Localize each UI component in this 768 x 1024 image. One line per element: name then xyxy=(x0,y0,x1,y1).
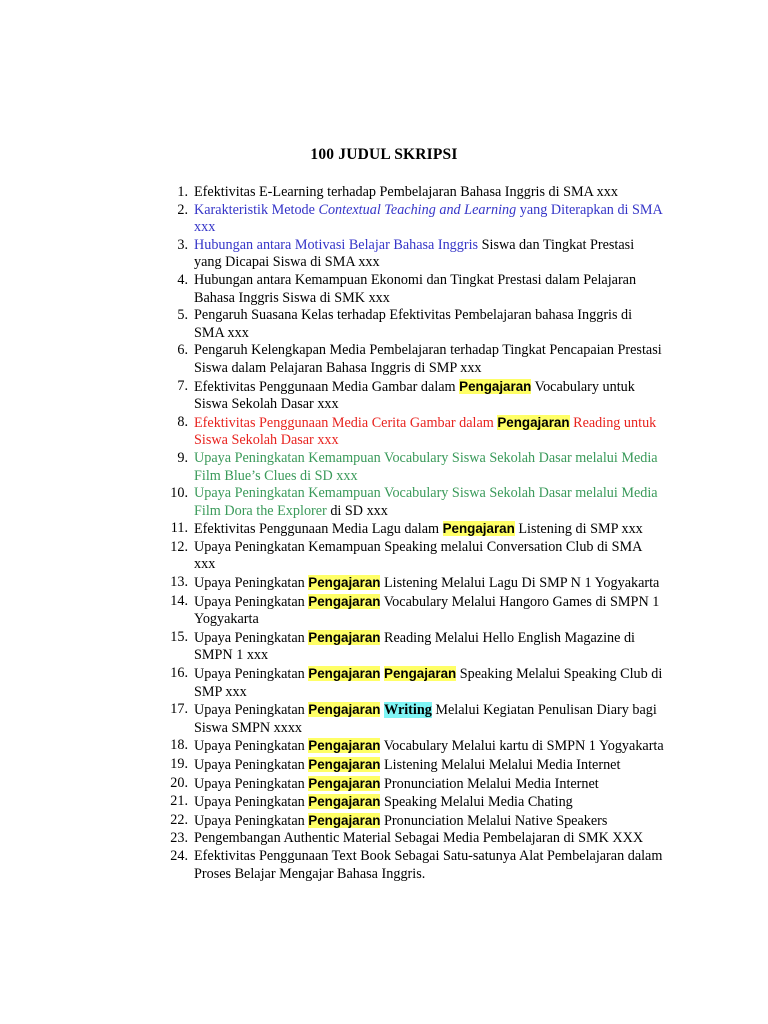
list-item-text: Karakteristik Metode xyxy=(194,201,319,218)
list-item-number: 9. xyxy=(177,449,188,466)
list-item-text: Efektivitas Penggunaan Text Book Sebagai Satu-satunya Alat Pembelajaran dalam Proses Belajar Mengajar Bahasa Inggris. xyxy=(194,847,663,882)
list-item xyxy=(160,629,665,665)
list-item-text: Pengaruh Suasana Kelas terhadap Efektivitas Pembelajaran bahasa Inggris di SMA xxx xyxy=(194,307,633,341)
highlighted-term: Pengajaran xyxy=(308,812,381,828)
list-item xyxy=(160,848,665,883)
highlighted-term: Writing xyxy=(384,702,432,719)
highlighted-term: Pengajaran xyxy=(308,702,381,718)
list-item xyxy=(160,378,665,414)
list-item xyxy=(160,414,665,450)
list-item-text: Efektivitas Penggunaan Media Gambar dalam xyxy=(194,378,460,395)
thesis-title-list xyxy=(160,184,665,883)
list-item-number: 15. xyxy=(170,628,188,645)
list-item-number: 14. xyxy=(170,592,188,609)
list-item-number: 23. xyxy=(170,830,188,847)
list-item-text: Vocabulary Melalui kartu di SMPN 1 Yogyakarta xyxy=(380,738,664,755)
list-item-text: Listening Melalui Melalui Media Internet xyxy=(380,757,621,773)
list-item xyxy=(160,520,665,539)
list-item-text: Upaya Peningkatan xyxy=(194,775,309,792)
list-item-text: Vocabulary Melalui Hangoro Games di SMPN 1 Yogyakarta xyxy=(194,593,660,628)
list-item-text: Upaya Peningkatan xyxy=(194,575,309,592)
highlighted-term: Pengajaran xyxy=(497,414,570,430)
list-item-number: 1. xyxy=(177,184,188,200)
list-item-text: Upaya Peningkatan xyxy=(194,629,309,646)
list-item xyxy=(160,756,665,775)
list-item xyxy=(160,237,665,272)
list-item-number: 8. xyxy=(177,413,188,430)
list-item-text: Pronunciation Melalui Media Internet xyxy=(380,775,599,792)
list-item-number: 18. xyxy=(170,737,188,754)
list-item xyxy=(160,593,665,629)
list-item-text: Speaking Melalui Speaking Club di SMP xxx xyxy=(194,666,663,700)
list-item xyxy=(160,830,665,848)
list-item-text: Contextual Teaching and Learning xyxy=(318,201,517,218)
list-item-number: 24. xyxy=(170,847,188,864)
list-item-text: Siswa dan Tingkat Prestasi yang Dicapai Siswa di SMA xxx xyxy=(194,236,635,271)
list-item-number: 5. xyxy=(177,307,188,324)
highlighted-term: Pengajaran xyxy=(308,629,381,645)
list-item-number: 16. xyxy=(170,665,188,682)
list-item-number: 4. xyxy=(177,271,188,288)
list-item-text: Upaya Peningkatan xyxy=(194,738,309,755)
list-item-text: Upaya Peningkatan xyxy=(194,702,309,719)
list-item-text: Upaya Peningkatan Kemampuan Vocabulary Siswa Sekolah Dasar melalui Media Film Dora the Explorer xyxy=(194,485,658,519)
list-item-number: 20. xyxy=(170,774,188,791)
highlighted-term: Pengajaran xyxy=(308,575,381,591)
list-item-text: Listening di SMP xxx xyxy=(514,521,643,538)
list-item xyxy=(160,539,665,574)
list-item-number: 2. xyxy=(177,201,188,218)
list-item-number: 11. xyxy=(170,520,188,537)
highlighted-term: Pengajaran xyxy=(308,757,381,772)
list-item-text: Pronunciation Melalui Native Speakers xyxy=(380,812,608,829)
highlighted-term: Pengajaran xyxy=(384,666,457,682)
highlighted-term: Pengajaran xyxy=(442,521,515,537)
list-item-number: 22. xyxy=(170,811,188,828)
list-item-text: yang Diterapkan di SMA xxx xyxy=(194,201,662,236)
list-item-text: Efektivitas Penggunaan Media Cerita Gambar dalam xyxy=(194,414,498,431)
list-item-text: Efektivitas Penggunaan Media Lagu dalam xyxy=(194,521,443,538)
list-item-text: Pengaruh Kelengkapan Media Pembelajaran terhadap Tingkat Pencapaian Prestasi Siswa dalam Pelajaran Bahasa Inggris di SMP xxx xyxy=(194,342,662,376)
list-item-text: Upaya Peningkatan Kemampuan Speaking melalui Conversation Club di SMA xxx xyxy=(194,538,642,573)
list-item xyxy=(160,272,665,307)
list-item xyxy=(160,342,665,377)
list-item xyxy=(160,812,665,831)
highlighted-term: Pengajaran xyxy=(308,666,381,682)
list-item-text: Upaya Peningkatan xyxy=(194,812,309,829)
list-item-number: 19. xyxy=(170,756,188,772)
list-item-text: Efektivitas E-Learning terhadap Pembelajaran Bahasa Inggris di SMA xxx xyxy=(194,184,618,200)
list-item-text: Pengembangan Authentic Material Sebagai Media Pembelajaran di SMK XXX xyxy=(194,830,644,847)
list-item-text: Reading untuk Siswa Sekolah Dasar xxx xyxy=(194,414,657,449)
list-item xyxy=(160,184,665,202)
list-item-number: 13. xyxy=(170,574,188,591)
list-item-text: Speaking Melalui Media Chating xyxy=(380,794,573,811)
highlighted-term: Pengajaran xyxy=(459,378,532,394)
list-item-text: di SD xxx xyxy=(326,502,388,519)
list-item-text: Listening Melalui Lagu Di SMP N 1 Yogyakarta xyxy=(380,575,660,592)
list-item-number: 12. xyxy=(170,538,188,555)
list-item xyxy=(160,665,665,701)
list-item-text: Hubungan antara Kemampuan Ekonomi dan Tingkat Prestasi dalam Pelajaran Bahasa Inggris Siswa di SMK xxx xyxy=(194,271,637,306)
list-item xyxy=(160,574,665,593)
list-item-text: Upaya Peningkatan Kemampuan Vocabulary Siswa Sekolah Dasar melalui Media Film Blue’s Clues di SD xxx xyxy=(194,449,658,484)
highlighted-term: Pengajaran xyxy=(308,794,381,810)
list-item-number: 17. xyxy=(170,701,188,718)
list-item-number: 3. xyxy=(177,236,188,253)
list-item xyxy=(160,485,665,520)
list-item xyxy=(160,701,665,737)
list-item-number: 6. xyxy=(177,342,188,359)
highlighted-term: Pengajaran xyxy=(308,593,381,609)
document-title: 100 JUDUL SKRIPSI xyxy=(310,146,458,163)
list-item-number: 7. xyxy=(177,377,188,394)
list-item xyxy=(160,450,665,485)
list-item xyxy=(160,737,665,756)
list-item-text: Reading Melalui Hello English Magazine di SMPN 1 xxx xyxy=(194,629,635,664)
highlighted-term: Pengajaran xyxy=(308,738,381,754)
list-item-text: Melalui Kegiatan Penulisan Diary bagi Siswa SMPN xxxx xyxy=(194,702,657,736)
list-item-text: Upaya Peningkatan xyxy=(194,794,309,811)
list-item-text: Upaya Peningkatan xyxy=(194,666,309,683)
list-item-text: Upaya Peningkatan xyxy=(194,593,309,610)
list-item xyxy=(160,307,665,342)
list-item xyxy=(160,793,665,812)
list-item-text: Upaya Peningkatan xyxy=(194,757,309,773)
list-item-number: 10. xyxy=(170,485,188,502)
list-item-number: 21. xyxy=(170,793,188,810)
highlighted-term: Pengajaran xyxy=(308,775,381,791)
list-item xyxy=(160,202,665,237)
list-item xyxy=(160,775,665,794)
list-item-text: Vocabulary untuk Siswa Sekolah Dasar xxx xyxy=(194,378,635,413)
list-item-text: Hubungan antara Motivasi Belajar Bahasa Inggris xyxy=(194,236,479,253)
